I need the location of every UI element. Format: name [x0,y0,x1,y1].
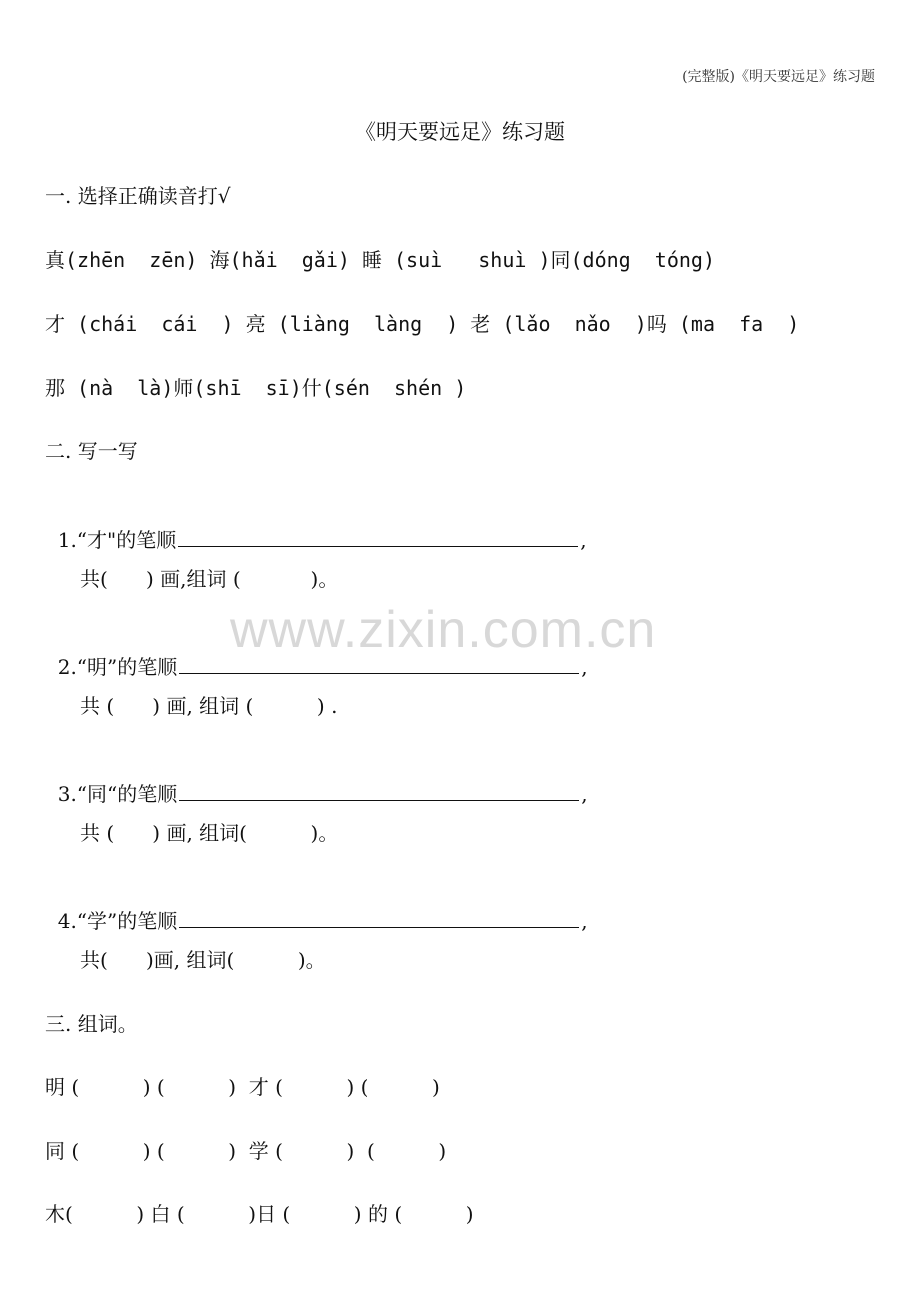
pinyin-line-1: 真(zhēn zēn) 海(hǎi gǎi) 睡 (suì shuì )同(dóng tóng) [45,248,716,272]
word-group-line-3: 木( ) 白 ( )日 ( ) 的 ( ) [45,1202,474,1226]
item-prefix: 4.“学”的笔顺 [57,909,178,933]
section3-heading: 三. 组词。 [45,1012,138,1036]
item-prefix: 2.“明”的笔顺 [57,655,178,679]
item-prefix: 1.“才"的笔顺 [57,528,177,552]
item-suffix: , [581,782,588,806]
word-group-line-1: 明 ( ) ( ) 才 ( ) ( ) [45,1075,440,1099]
section1-heading: 一. 选择正确读音打√ [45,184,231,208]
item-prefix: 3.“同“的笔顺 [57,782,178,806]
answer-blank[interactable] [179,926,579,928]
word-group-line-2: 同 ( ) ( ) 学 ( ) ( ) [45,1139,447,1163]
answer-blank[interactable] [179,799,579,801]
section2-heading: 二. 写一写 [45,439,138,463]
stroke-order-item-4 [45,881,588,934]
item-suffix: , [581,655,588,679]
stroke-count-line-2: 共 ( ) 画, 组词 ( ) . [80,694,338,718]
pinyin-line-2: 才 (chái cái ) 亮 (liàng làng ) 老 (lǎo nǎo )吗 (ma fa ) [45,312,800,336]
stroke-count-line-4: 共( )画, 组词( )。 [80,948,326,972]
item-suffix: , [581,909,588,933]
watermark: www.zixin.com.cn [230,601,657,659]
item-suffix: , [580,528,587,552]
page-header: (完整版)《明天要远足》练习题 [682,69,875,85]
stroke-count-line-1: 共( ) 画,组词 ( )。 [80,567,339,591]
page-title: 《明天要远足》练习题 [355,120,565,144]
stroke-count-line-3: 共 ( ) 画, 组词( )。 [80,821,339,845]
stroke-order-item-1 [45,500,587,553]
pinyin-line-3: 那 (nà là)师(shī sī)什(sén shén ) [45,376,467,400]
stroke-order-item-3 [45,754,588,807]
stroke-order-item-2 [45,627,588,680]
answer-blank[interactable] [178,545,578,547]
answer-blank[interactable] [179,672,579,674]
